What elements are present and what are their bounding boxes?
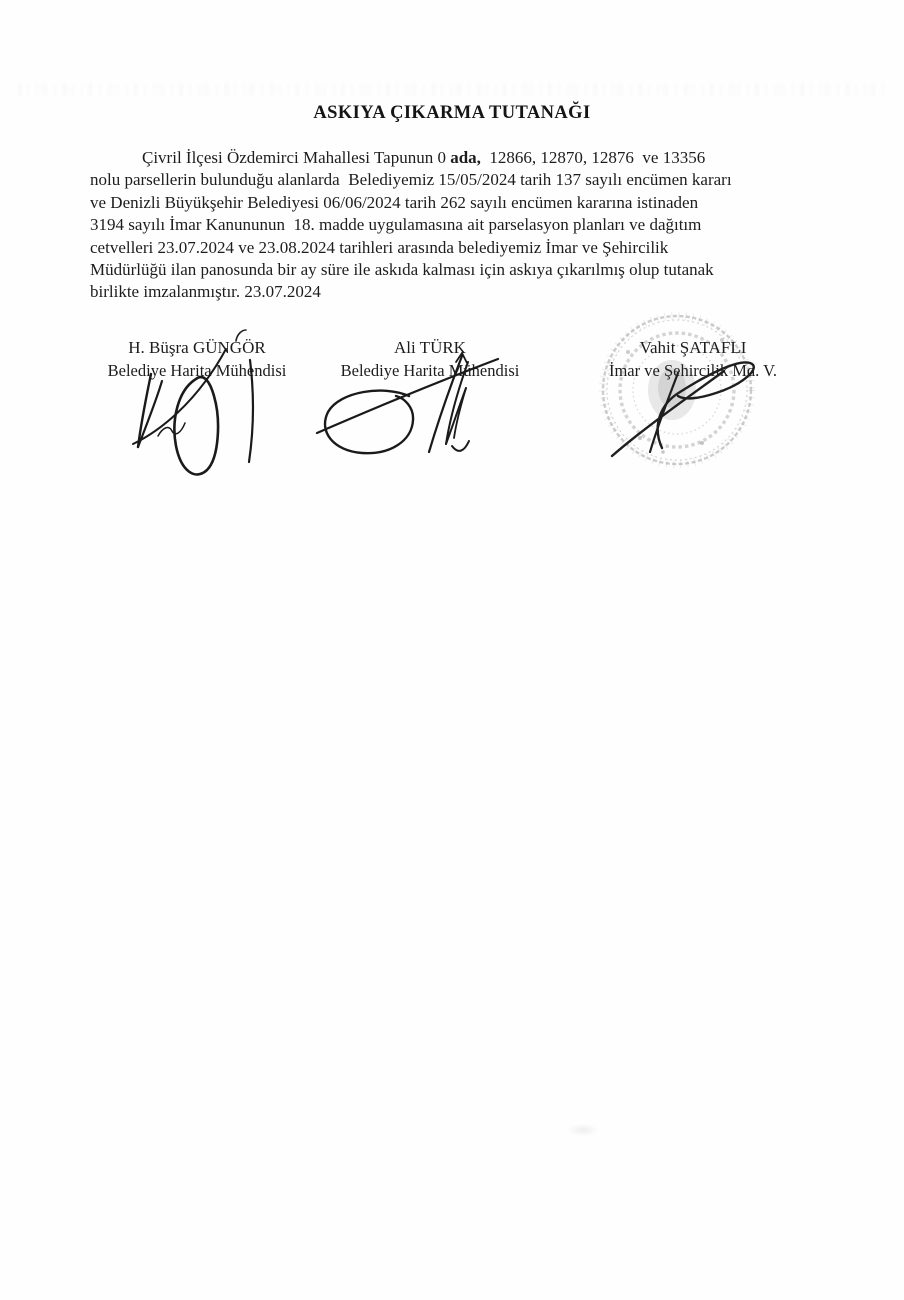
- signatory-2-name: Ali TÜRK: [394, 338, 466, 357]
- scan-noise-band: [18, 83, 884, 96]
- scan-smudge: [568, 1124, 598, 1136]
- body-line-4: 3194 sayılı İmar Kanununun 18. madde uygulamasına ait parselasyon planları ve dağıtım: [90, 215, 702, 235]
- document-title: ASKIYA ÇIKARMA TUTANAĞI: [313, 103, 591, 123]
- body-line-1-pre: Çivril İlçesi Özdemirci Mahallesi Tapunun 0: [142, 148, 451, 167]
- body-line-5: cetvelleri 23.07.2024 ve 23.08.2024 tarihleri arasında belediyemiz İmar ve Şehircilik: [90, 237, 669, 257]
- body-line-1-bold: ada,: [450, 148, 481, 167]
- body-line-3: ve Denizli Büyükşehir Belediyesi 06/06/2024 tarih 262 sayılı encümen kararına istinaden: [90, 192, 699, 212]
- body-line-1: [90, 147, 805, 169]
- signatory-2-title: Belediye Harita Mühendisi: [340, 361, 520, 380]
- body-paragraph: [90, 147, 805, 304]
- signatory-3-name: Vahit ŞATAFLI: [639, 338, 747, 357]
- body-line-7: birlikte imzalanmıştır. 23.07.2024: [90, 282, 321, 302]
- signatory-3-title: İmar ve Şehircilik Md. V.: [608, 361, 778, 380]
- body-line-6: Müdürlüğü ilan panosunda bir ay süre ile askıda kalması için askıya çıkarılmış olup tutanak: [90, 260, 714, 280]
- signatory-1-title: Belediye Harita Mühendisi: [107, 361, 287, 380]
- signatory-block-2: [323, 336, 537, 382]
- body-line-1-post: 12866, 12870, 12876 ve 13356: [480, 148, 706, 167]
- signatory-block-1: [90, 336, 304, 382]
- signatory-1-name: H. Büşra GÜNGÖR: [128, 338, 266, 357]
- body-line-2: nolu parsellerin bulunduğu alanlarda Belediyemiz 15/05/2024 tarih 137 sayılı encümen kararı: [90, 170, 732, 190]
- signatory-block-3: [586, 336, 800, 382]
